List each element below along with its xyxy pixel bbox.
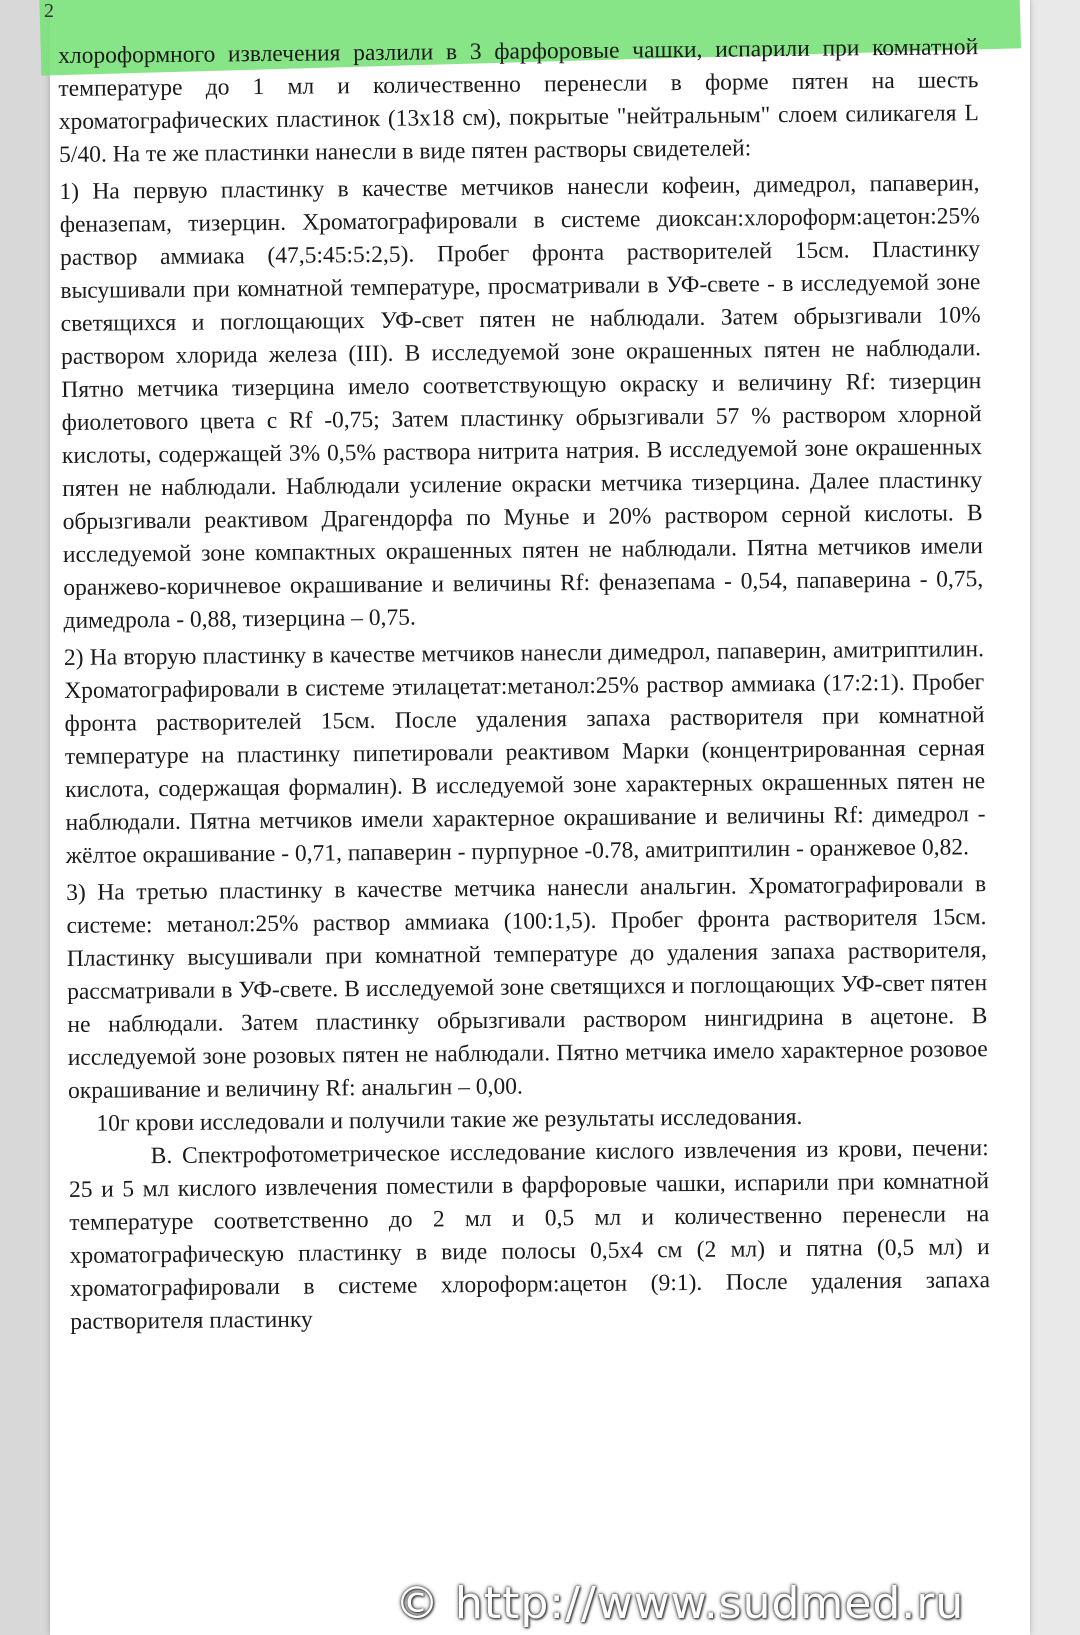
page-marker: 2 <box>44 0 54 22</box>
watermark: © http://www.sudmed.ru <box>395 1578 965 1629</box>
paragraph-plate-2: 2) На вторую пластинку в качестве метчиков нанесли димедрол, папаверин, амитриптилин. Хроматографировали в системе этилацетат:метанол:25% раствор аммиака (17:2:1). Пробег фронта растворителей 15см. После удаления запаха растворителя при комнатной температуре на пластинку пипетировали реактивом Марки (концентрированная серная кислота, содержащая формалин). В исследуемой зоне характерных окрашенных пятен не наблюдали. Пятна метчиков имели характерное окрашивание и величины Rf: димедрол - жёлтое окрашивание - 0,71, папаверин - пурпурное -0.78, амитриптилин - оранжевое 0,82. <box>63 636 986 869</box>
document-body <box>58 31 990 1339</box>
paragraph-plate-1: 1) На первую пластинку в качестве метчиков нанесли кофеин, димедрол, папаверин, феназепам, тизерцин. Хроматографировали в системе диоксан:хлороформ:ацетон:25% раствор аммиака (47,5:45:5:2,5). Пробег фронта растворителей 15см. Пластинку высушивали при комнатной температуре, просматривали в УФ-свете - в исследуемой зоне светящихся и поглощающих УФ-свет пятен не наблюдали. Затем обрызгивали 10% раствором хлорида железа (III). В исследуемой зоне окрашенных пятен не наблюдали. Пятно метчика тизерцина имело соответствующую окраску и величину Rf: тизерцин фиолетового цвета с Rf -0,75; Затем пластинку обрызгивали 57 % раствором хлорной кислоты, содержащей 3% 0,5% раствора нитрита натрия. В исследуемой зоне окрашенных пятен не наблюдали. Наблюдали усиление окраски метчика тизерцина. Далее пластинку обрызгивали реактивом Драгендорфа по Мунье и 20% раствором серной кислоты. В исследуемой зоне компактных окрашенных пятен не наблюдали. Пятна метчиков имели оранжево-коричневое окрашивание и величины Rf: феназепама - 0,54, папаверина - 0,75, димедрола - 0,88, тизерцина – 0,75. <box>59 170 984 634</box>
paragraph-blood: 10г крови исследовали и получили такие же результаты исследования. <box>96 1103 803 1137</box>
paragraph-section-b: В. Спектрофотометрическое исследование кислого извлечения из крови, печени: 25 и 5 мл кислого извлечения поместили в фарфоровые чашки, испарили при комнатной температуре соответственно до 2 мл и 0,5 мл и количественно перенесли на хроматографическую пластинку в виде полосы 0,5х4 см (2 мл) и пятна (0,5 мл) и хроматографировали в системе хлороформ:ацетон (9:1). После удаления запаха растворителя пластинку <box>68 1135 991 1335</box>
paragraph-plate-3: 3) На третью пластинку в качестве метчика нанесли анальгин. Хроматографировали в системе: метанол:25% раствор аммиака (100:1,5). Пробег фронта растворителя 15см. Пластинку высушивали при комнатной температуре до удаления запаха растворителя, рассматривали в УФ-свете. В исследуемой зоне светящихся и поглощающих УФ-свет пятен не наблюдали. Затем пластинку обрызгивали раствором нингидрина в ацетоне. В исследуемой зоне розовых пятен не наблюдали. Пятно метчика имело характерное розовое окрашивание и величину Rf: анальгин – 0,00. <box>66 871 988 1104</box>
paragraph-intro: хлороформного извлечения разлили в 3 фарфоровые чашки, испарили при комнатной температуре до 1 мл и количественно перенесли в форме пятен на шесть хроматографических пластинок (13х18 см), покрытые "нейтральным" слоем силикагеля L 5/40. На те же пластинки нанесли в виде пятен растворы свидетелей: <box>58 34 979 168</box>
